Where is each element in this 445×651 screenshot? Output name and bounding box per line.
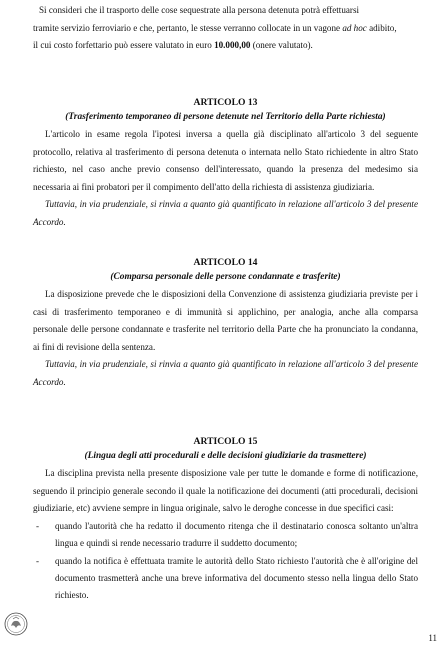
intro-text-3a: il cui costo forfettario può essere valutato in euro <box>33 40 215 51</box>
bullet-text-1: quando l'autorità che ha redatto il documento ritenga che il destinatario conosca soltanto un'altra lingua e quindi si rende necessario tradurre il suddetto documento; <box>55 520 418 549</box>
article-14-paragraph-1: La disposizione prevede che le disposizioni della Convenzione di assistenza giudiziaria previste per i casi di trasferimento temporaneo e di immunità si applichino, per analogia, anche alla comparsa personale delle persone condannate e trasferite nel territorio della Parte che ha pronunciato la condanna, ai fini di revisione della sentenza. <box>33 289 418 352</box>
article-15 <box>33 435 418 605</box>
bullet-text-2: quando la notifica è effettuata tramite le autorità dello Stato richiesto l'autorità che è all'origine del documento trasmetterà anche una breve informativa del documento stesso nella lingua dello Stato richiesto. <box>55 555 418 601</box>
list-item <box>33 518 418 553</box>
article-13-subheading: (Trasferimento temporaneo di persone detenute nel Territorio della Parte richiesta) <box>65 112 386 122</box>
article-15-bullet-list <box>33 518 418 605</box>
article-13 <box>33 96 418 232</box>
intro-line-1 <box>33 2 418 20</box>
article-14 <box>33 256 418 392</box>
article-14-paragraph-2: Tuttavia, in via prudenziale, si rinvia a quanto già quantificato in relazione all'articolo 3 del presente Accordo. <box>33 359 418 387</box>
bullet-dash: - <box>36 555 40 566</box>
intro-text-2b: adibito, <box>366 22 397 33</box>
intro-line-3 <box>33 37 418 55</box>
intro-ad-hoc: ad hoc <box>342 22 367 33</box>
bullet-dash: - <box>36 520 40 531</box>
intro-paragraph <box>33 2 418 55</box>
article-13-heading: ARTICOLO 13 <box>193 97 258 108</box>
article-15-heading: ARTICOLO 15 <box>193 436 258 447</box>
intro-text-3b: (onere valutato). <box>250 40 313 51</box>
intro-amount: 10.000,00 <box>214 40 251 51</box>
article-15-paragraph-1: La disciplina prevista nella presente disposizione vale per tutte le domande e forme di notificazione, seguendo il principio generale secondo il quale la notificazione dei documenti (atti procedurali, decisioni giudiziarie, etc) avviene sempre in lingua originale, salvo le deroghe concesse in due specifici casi: <box>33 468 418 514</box>
article-15-subheading: (Lingua degli atti procedurali e delle decisioni giudiziarie da trasmettere) <box>84 451 367 461</box>
document-page <box>33 0 418 651</box>
article-13-paragraph-1: L'articolo in esame regola l'ipotesi inversa a quella già disciplinato all'articolo 3 del seguente protocollo, relativa al trasferimento di persona detenuta o internata nello Stato richiedente in altro Stato richiesto, nel caso anche previo consenso dell'interessato, quando la presenza del medesimo sia necessaria ai fini probatori per il compimento dell'atto della richiesta di assistenza giudiziaria. <box>33 129 418 192</box>
page-number: 11 <box>428 633 437 643</box>
article-14-heading: ARTICOLO 14 <box>193 257 258 268</box>
official-seal-icon <box>4 612 28 636</box>
list-item <box>33 553 418 605</box>
intro-line-2 <box>33 20 418 38</box>
article-14-subheading: (Comparsa personale delle persone condannate e trasferite) <box>110 272 341 282</box>
article-13-paragraph-2: Tuttavia, in via prudenziale, si rinvia a quanto già quantificato in relazione all'articolo 3 del presente Accordo. <box>33 199 418 227</box>
intro-text-2a: tramite servizio ferroviario e che, pertanto, le stesse verranno collocate in un vagone <box>33 22 343 33</box>
intro-text-1: Si consideri che il trasporto delle cose sequestrate alla persona detenuta potrà effettuarsi <box>39 5 360 15</box>
